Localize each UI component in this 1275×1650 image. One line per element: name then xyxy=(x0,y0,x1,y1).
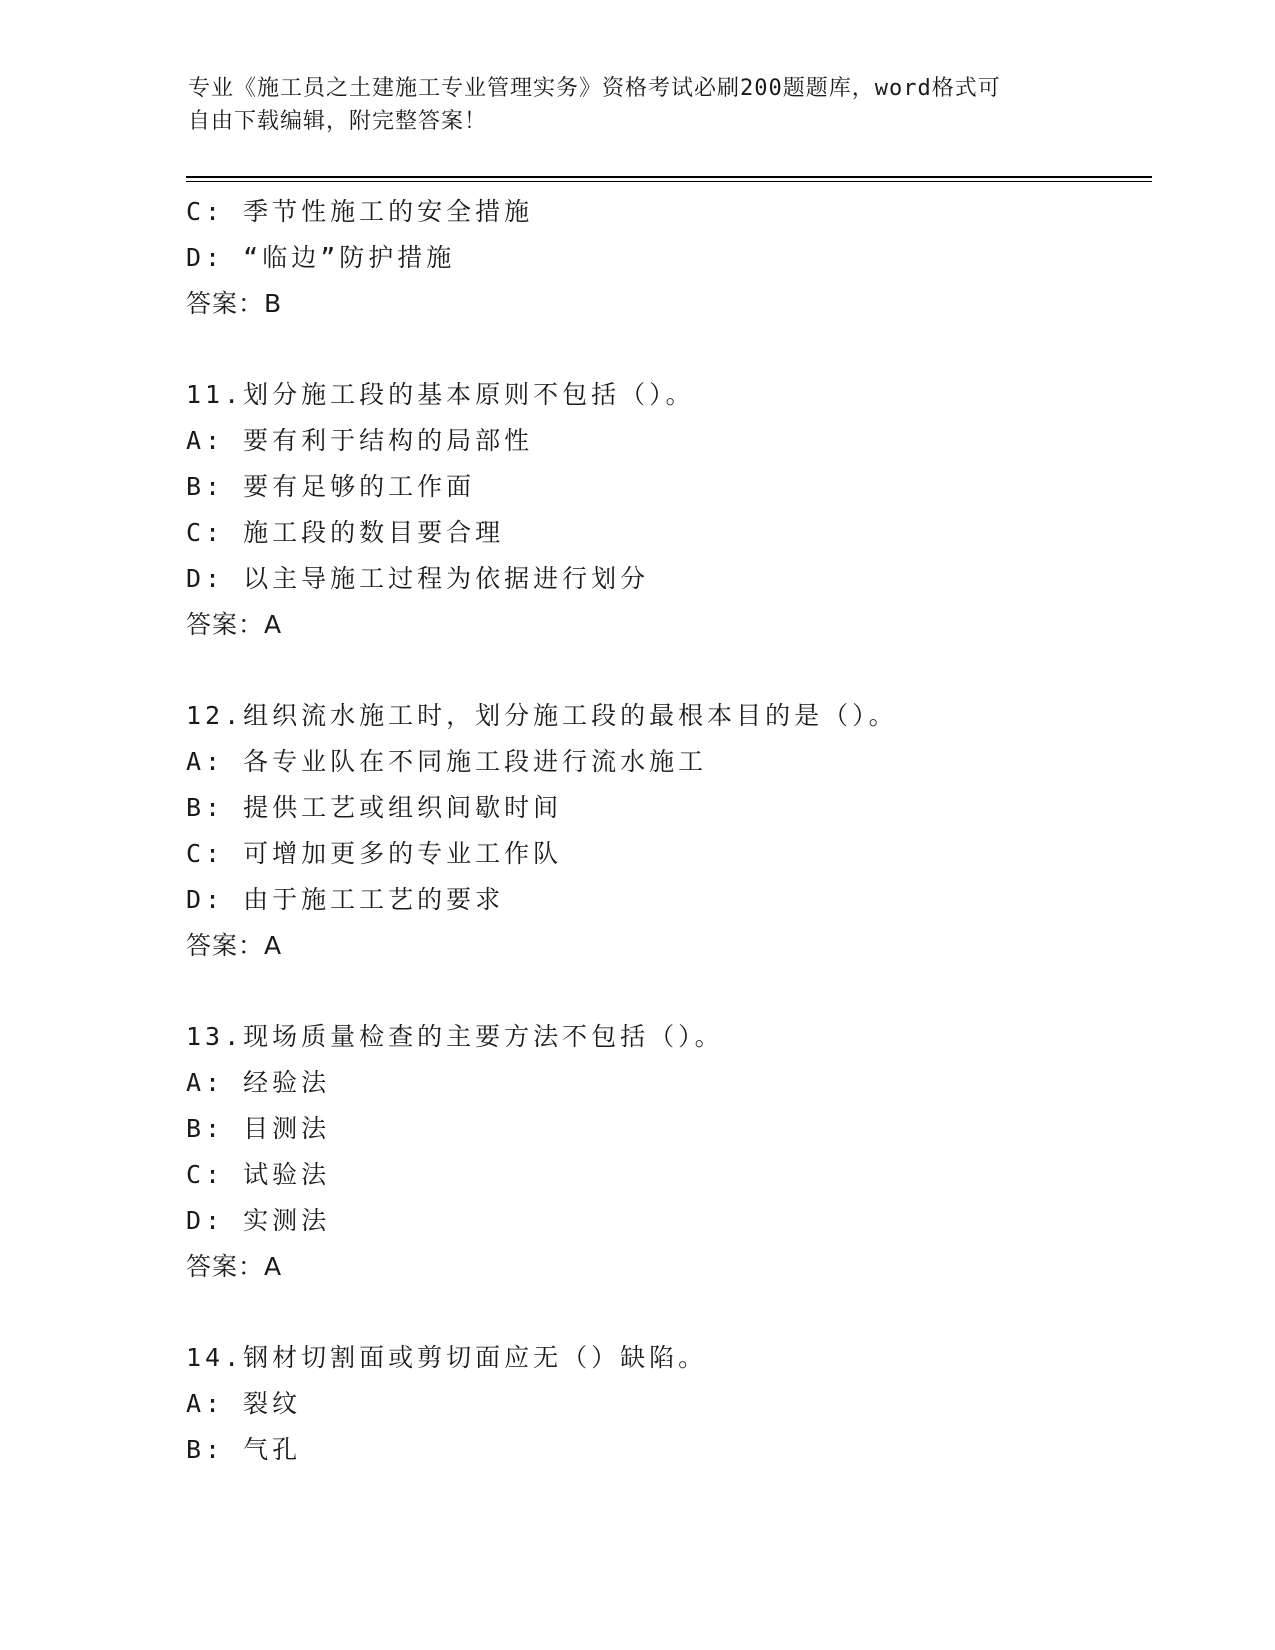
option-c: C: 季节性施工的安全措施 xyxy=(186,197,534,226)
header-rule-thick xyxy=(186,176,1152,178)
answer-line: 答案：A xyxy=(186,610,283,639)
option-b: B: 气孔 xyxy=(186,1435,302,1464)
answer-line: 答案：A xyxy=(186,1252,283,1281)
option-c: C: 施工段的数目要合理 xyxy=(186,518,505,547)
answer-line: 答案：A xyxy=(186,931,283,960)
option-d: D: “临边”防护措施 xyxy=(186,243,456,272)
question-stem: 11.划分施工段的基本原则不包括（）。 xyxy=(186,380,695,409)
option-c: C: 可增加更多的专业工作队 xyxy=(186,839,563,868)
header-line-2: 自由下载编辑，附完整答案！ xyxy=(188,109,488,134)
option-d: D: 由于施工工艺的要求 xyxy=(186,885,505,914)
option-d: D: 实测法 xyxy=(186,1206,331,1235)
document-body xyxy=(186,189,1146,1473)
question-stem: 13.现场质量检查的主要方法不包括（）。 xyxy=(186,1022,724,1051)
option-a: A: 裂纹 xyxy=(186,1389,302,1418)
document-header xyxy=(188,72,1068,138)
header-line-1: 专业《施工员之土建施工专业管理实务》资格考试必刷200题题库，word格式可 xyxy=(188,76,1001,101)
question-13 xyxy=(186,1014,1146,1290)
option-a: A: 各专业队在不同施工段进行流水施工 xyxy=(186,747,708,776)
option-b: B: 要有足够的工作面 xyxy=(186,472,476,501)
option-a: A: 经验法 xyxy=(186,1068,331,1097)
option-c: C: 试验法 xyxy=(186,1160,331,1189)
question-11 xyxy=(186,372,1146,648)
option-a: A: 要有利于结构的局部性 xyxy=(186,426,534,455)
answer-line: 答案：B xyxy=(186,289,283,318)
option-b: B: 提供工艺或组织间歇时间 xyxy=(186,793,563,822)
option-b: B: 目测法 xyxy=(186,1114,331,1143)
header-rule-thin xyxy=(186,181,1152,182)
question-14 xyxy=(186,1335,1146,1473)
option-d: D: 以主导施工过程为依据进行划分 xyxy=(186,564,650,593)
question-stem: 14.钢材切割面或剪切面应无（）缺陷。 xyxy=(186,1343,708,1372)
question-12 xyxy=(186,693,1146,969)
question-stem: 12.组织流水施工时，划分施工段的最根本目的是（）。 xyxy=(186,701,898,730)
